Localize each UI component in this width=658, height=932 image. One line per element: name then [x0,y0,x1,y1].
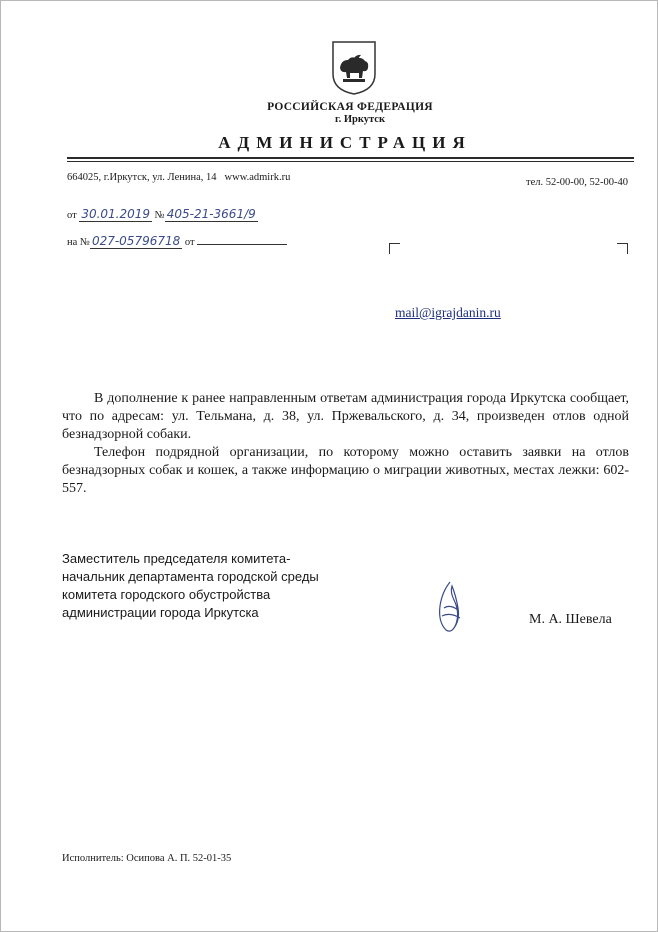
header-divider [67,157,634,159]
reply-prefix: на № [67,237,90,248]
incoming-reference [67,234,287,248]
handwritten-number: 405-21-3661/9 [166,207,256,221]
letterhead-phones: тел. 52-00-00, 52-00-40 [526,177,628,188]
signer-position-line: Заместитель председателя комитета- [62,551,291,566]
body-paragraph: В дополнение к ранее направленным ответам администрация города Иркутска сообщает, что по адресам: ул. Тельмана, д. 38, ул. Пржевальского, д. 34, произведен отлов одной безнадзорной собаки. [62,391,629,442]
reply-date-blank [197,234,287,245]
number-prefix: № [154,210,165,221]
page-title: АДМИНИСТРАЦИЯ [218,133,472,152]
reply-date-prefix: от [184,237,195,248]
address-corner-left [389,243,400,254]
country-heading: РОССИЙСКАЯ ФЕДЕРАЦИЯ [267,101,433,113]
website-link[interactable]: www.admirk.ru [224,172,291,183]
handwritten-date: 30.01.2019 [81,207,151,221]
coat-of-arms-icon [331,40,377,96]
address-text: 664025, г.Иркутск, ул. Ленина, 14 [67,172,217,183]
letterhead-address [67,172,290,183]
redacted-recipient [400,258,618,302]
signer-position-line: администрации города Иркутска [62,605,259,620]
redacted-salutation [216,346,512,380]
header-divider-thin [67,161,634,162]
city-heading: г. Иркутск [335,114,385,125]
signer-position-line: комитета городского обустройства [62,587,271,602]
handwritten-reply-number: 027-05796718 [91,234,181,248]
executor-line: Исполнитель: Осипова А. П. 52-01-35 [62,853,232,864]
body-paragraph: Телефон подрядной организации, по которому можно оставить заявки на отлов безнадзорных собак и кошек, а также информацию о миграции животных, местах лежки: 602-557. [62,445,629,496]
signer-position [62,550,382,622]
address-corner-right [617,243,628,254]
outgoing-reference [67,207,258,221]
signer-name: М. А. Шевела [529,612,612,627]
signer-position-line: начальник департамента городской среды [62,569,319,584]
letter-body [62,390,629,498]
recipient-email-link[interactable]: mail@igrajdanin.ru [395,305,501,320]
handwritten-signature [432,578,468,636]
date-prefix: от [67,210,77,221]
